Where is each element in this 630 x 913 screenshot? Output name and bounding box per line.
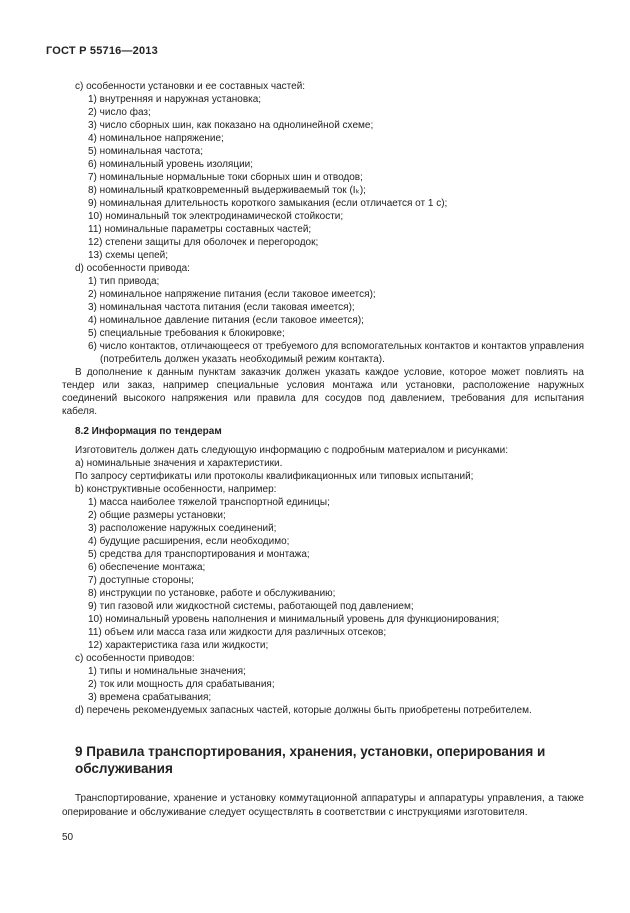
list-item: 10) номинальный ток электродинамической стойкости; bbox=[88, 211, 344, 222]
list-item: 12) характеристика газа или жидкости; bbox=[88, 640, 269, 651]
list-item: 3) расположение наружных соединений; bbox=[88, 523, 277, 534]
list-item: 9) номинальная длительность короткого замыкания (если отличается от 1 с); bbox=[88, 198, 448, 209]
document-body bbox=[62, 80, 584, 717]
list-item: 1) масса наиболее тяжелой транспортной единицы; bbox=[88, 497, 330, 508]
list-item: a) номинальные значения и характеристики. bbox=[75, 458, 283, 469]
list-item: 2) число фаз; bbox=[88, 107, 151, 118]
list-item: 12) степени защиты для оболочек и перегородок; bbox=[88, 237, 319, 248]
list-item: 3) времена срабатывания; bbox=[88, 692, 212, 703]
list-item: c) особенности установки и ее составных частей: bbox=[75, 81, 306, 92]
list-item: d) перечень рекомендуемых запасных частей, которые должны быть приобретены потребителем. bbox=[75, 705, 532, 716]
list-item: 2) ток или мощность для срабатывания; bbox=[88, 679, 275, 690]
list-item: 6) обеспечение монтажа; bbox=[88, 562, 206, 573]
list-item: c) особенности приводов: bbox=[75, 653, 195, 664]
list-item: 5) специальные требования к блокировке; bbox=[88, 328, 285, 339]
list-item: 13) схемы цепей; bbox=[88, 250, 169, 261]
subsection-heading: 8.2 Информация по тендерам bbox=[75, 426, 222, 437]
list-item: 3) число сборных шин, как показано на однолинейной схеме; bbox=[88, 120, 374, 131]
list-item: 8) инструкции по установке, работе и обслуживанию; bbox=[88, 588, 336, 599]
list-item: 5) средства для транспортирования и монтажа; bbox=[88, 549, 310, 560]
list-item: b) конструктивные особенности, например: bbox=[75, 484, 277, 495]
list-item: По запросу сертификаты или протоколы квалификационных или типовых испытаний; bbox=[75, 471, 474, 482]
list-item: 10) номинальный уровень наполнения и минимальный уровень для функционирования; bbox=[88, 614, 500, 625]
section-paragraph: Транспортирование, хранение и установку коммутационной аппаратуры и аппаратуры управления, а также оперирование и обслуживание следует осуществлять в соответствии с инструкциями изготовителя. bbox=[62, 793, 584, 818]
list-item: 6) номинальный уровень изоляции; bbox=[88, 159, 254, 170]
list-item: 6) число контактов, отличающееся от требуемого для вспомогательных контактов и контактов управления (потребитель должен указать необходимый режим контакта). bbox=[88, 341, 584, 365]
page-number: 50 bbox=[62, 832, 74, 843]
list-item: 5) номинальная частота; bbox=[88, 146, 204, 157]
list-item: 3) номинальная частота питания (если таковая имеется); bbox=[88, 302, 355, 313]
list-item: 4) будущие расширения, если необходимо; bbox=[88, 536, 290, 547]
list-item: 11) номинальные параметры составных частей; bbox=[88, 224, 312, 235]
list-item: Изготовитель должен дать следующую информацию с подробным материалом и рисунками: bbox=[75, 445, 509, 456]
list-item: 11) объем или масса газа или жидкости для различных отсеков; bbox=[88, 627, 387, 638]
list-item: 2) общие размеры установки; bbox=[88, 510, 226, 521]
list-item: 1) типы и номинальные значения; bbox=[88, 666, 246, 677]
list-item: 9) тип газовой или жидкостной системы, работающей под давлением; bbox=[88, 601, 414, 612]
section-heading: 9 Правила транспортирования, хранения, установки, оперирования и обслуживания bbox=[75, 744, 546, 776]
list-item: 2) номинальное напряжение питания (если таковое имеется); bbox=[88, 289, 376, 300]
paragraph: В дополнение к данным пунктам заказчик должен указать каждое условие, которое может повлиять на тендер или заказ, например специальные условия монтажа или установки, расположение наружных соединений высокого напряжения или правила для сосудов под давлением, требования для испытания кабеля. bbox=[62, 367, 584, 417]
document-header: ГОСТ Р 55716—2013 bbox=[46, 45, 158, 57]
list-item: 7) доступные стороны; bbox=[88, 575, 194, 586]
list-item: 1) внутренняя и наружная установка; bbox=[88, 94, 262, 105]
list-item: 8) номинальный кратковременный выдерживаемый ток (Iₖ); bbox=[88, 185, 366, 196]
list-item: 4) номинальное напряжение; bbox=[88, 133, 224, 144]
list-item: 7) номинальные нормальные токи сборных шин и отводов; bbox=[88, 172, 363, 183]
list-item: 1) тип привода; bbox=[88, 276, 160, 287]
list-item: 4) номинальное давление питания (если таковое имеется); bbox=[88, 315, 364, 326]
list-item: d) особенности привода: bbox=[75, 263, 190, 274]
